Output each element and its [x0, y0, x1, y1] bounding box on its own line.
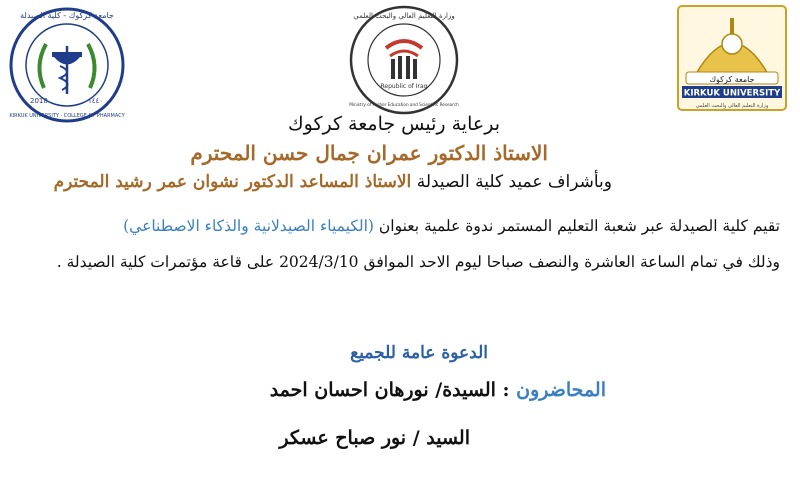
lecturer-2: السيد / نور صباح عسكر	[279, 427, 470, 449]
event-line	[123, 217, 780, 235]
logo-right-ribbon: جامعة كركوك	[709, 75, 755, 84]
logo-right-banner: KIRKUK UNIVERSITY	[683, 88, 781, 99]
dean-name: الاستاذ المساعد الدكتور نشوان عمر رشيد المحترم	[53, 172, 412, 192]
event-topic: (الكيمياء الصيدلانية والذكاء الاصطناعي)	[123, 217, 374, 235]
kirkuk-university-logo	[676, 4, 788, 112]
event-text: تقيم كلية الصيدلة عبر شعبة التعليم المستمر ندوة علمية بعنوان	[373, 217, 780, 235]
president-name: الاستاذ الدكتور عمران جمال حسن المحترم	[190, 141, 548, 165]
logo-center-inner-text: Republic of Iraq	[380, 83, 428, 90]
college-of-pharmacy-logo	[8, 6, 126, 124]
logo-center-bottom-text: Ministry of Higher Education and Scientific Research	[349, 102, 459, 107]
patron-line: برعاية رئيس جامعة كركوك	[287, 113, 500, 135]
lecturer-1: : السيدة/ نورهان احسان احمد	[269, 379, 517, 401]
lecturers-label: المحاضرون	[516, 379, 606, 401]
logo-left-year-right: ١٤٤٠	[88, 97, 104, 105]
supervision-line	[54, 172, 612, 192]
logo-left-arc-text: جامعة كركوك - كلية الصيدلة	[20, 11, 114, 20]
logo-left-bottom-text: KIRKUK UNIVERSITY · COLLEGE OF PHARMACY	[9, 113, 125, 119]
logo-left-year-left: 2018	[30, 97, 48, 105]
ministry-logo	[348, 4, 460, 116]
logo-right-footer: وزارة التعليم العالي والبحث العلمي	[695, 103, 769, 109]
time-line: وذلك في تمام الساعة العاشرة والنصف صباحا ليوم الاحد الموافق 2024/3/10 على قاعة مؤتمرات كلية الصيدلة .	[56, 253, 780, 271]
lecturers-line	[270, 379, 606, 401]
supervision-prefix: وبأشراف عميد كلية الصيدلة	[411, 172, 612, 192]
invitation-line: الدعوة عامة للجميع	[350, 343, 488, 363]
logo-center-arc-text: وزارة التعليم العالي والبحث العلمي	[353, 12, 455, 20]
